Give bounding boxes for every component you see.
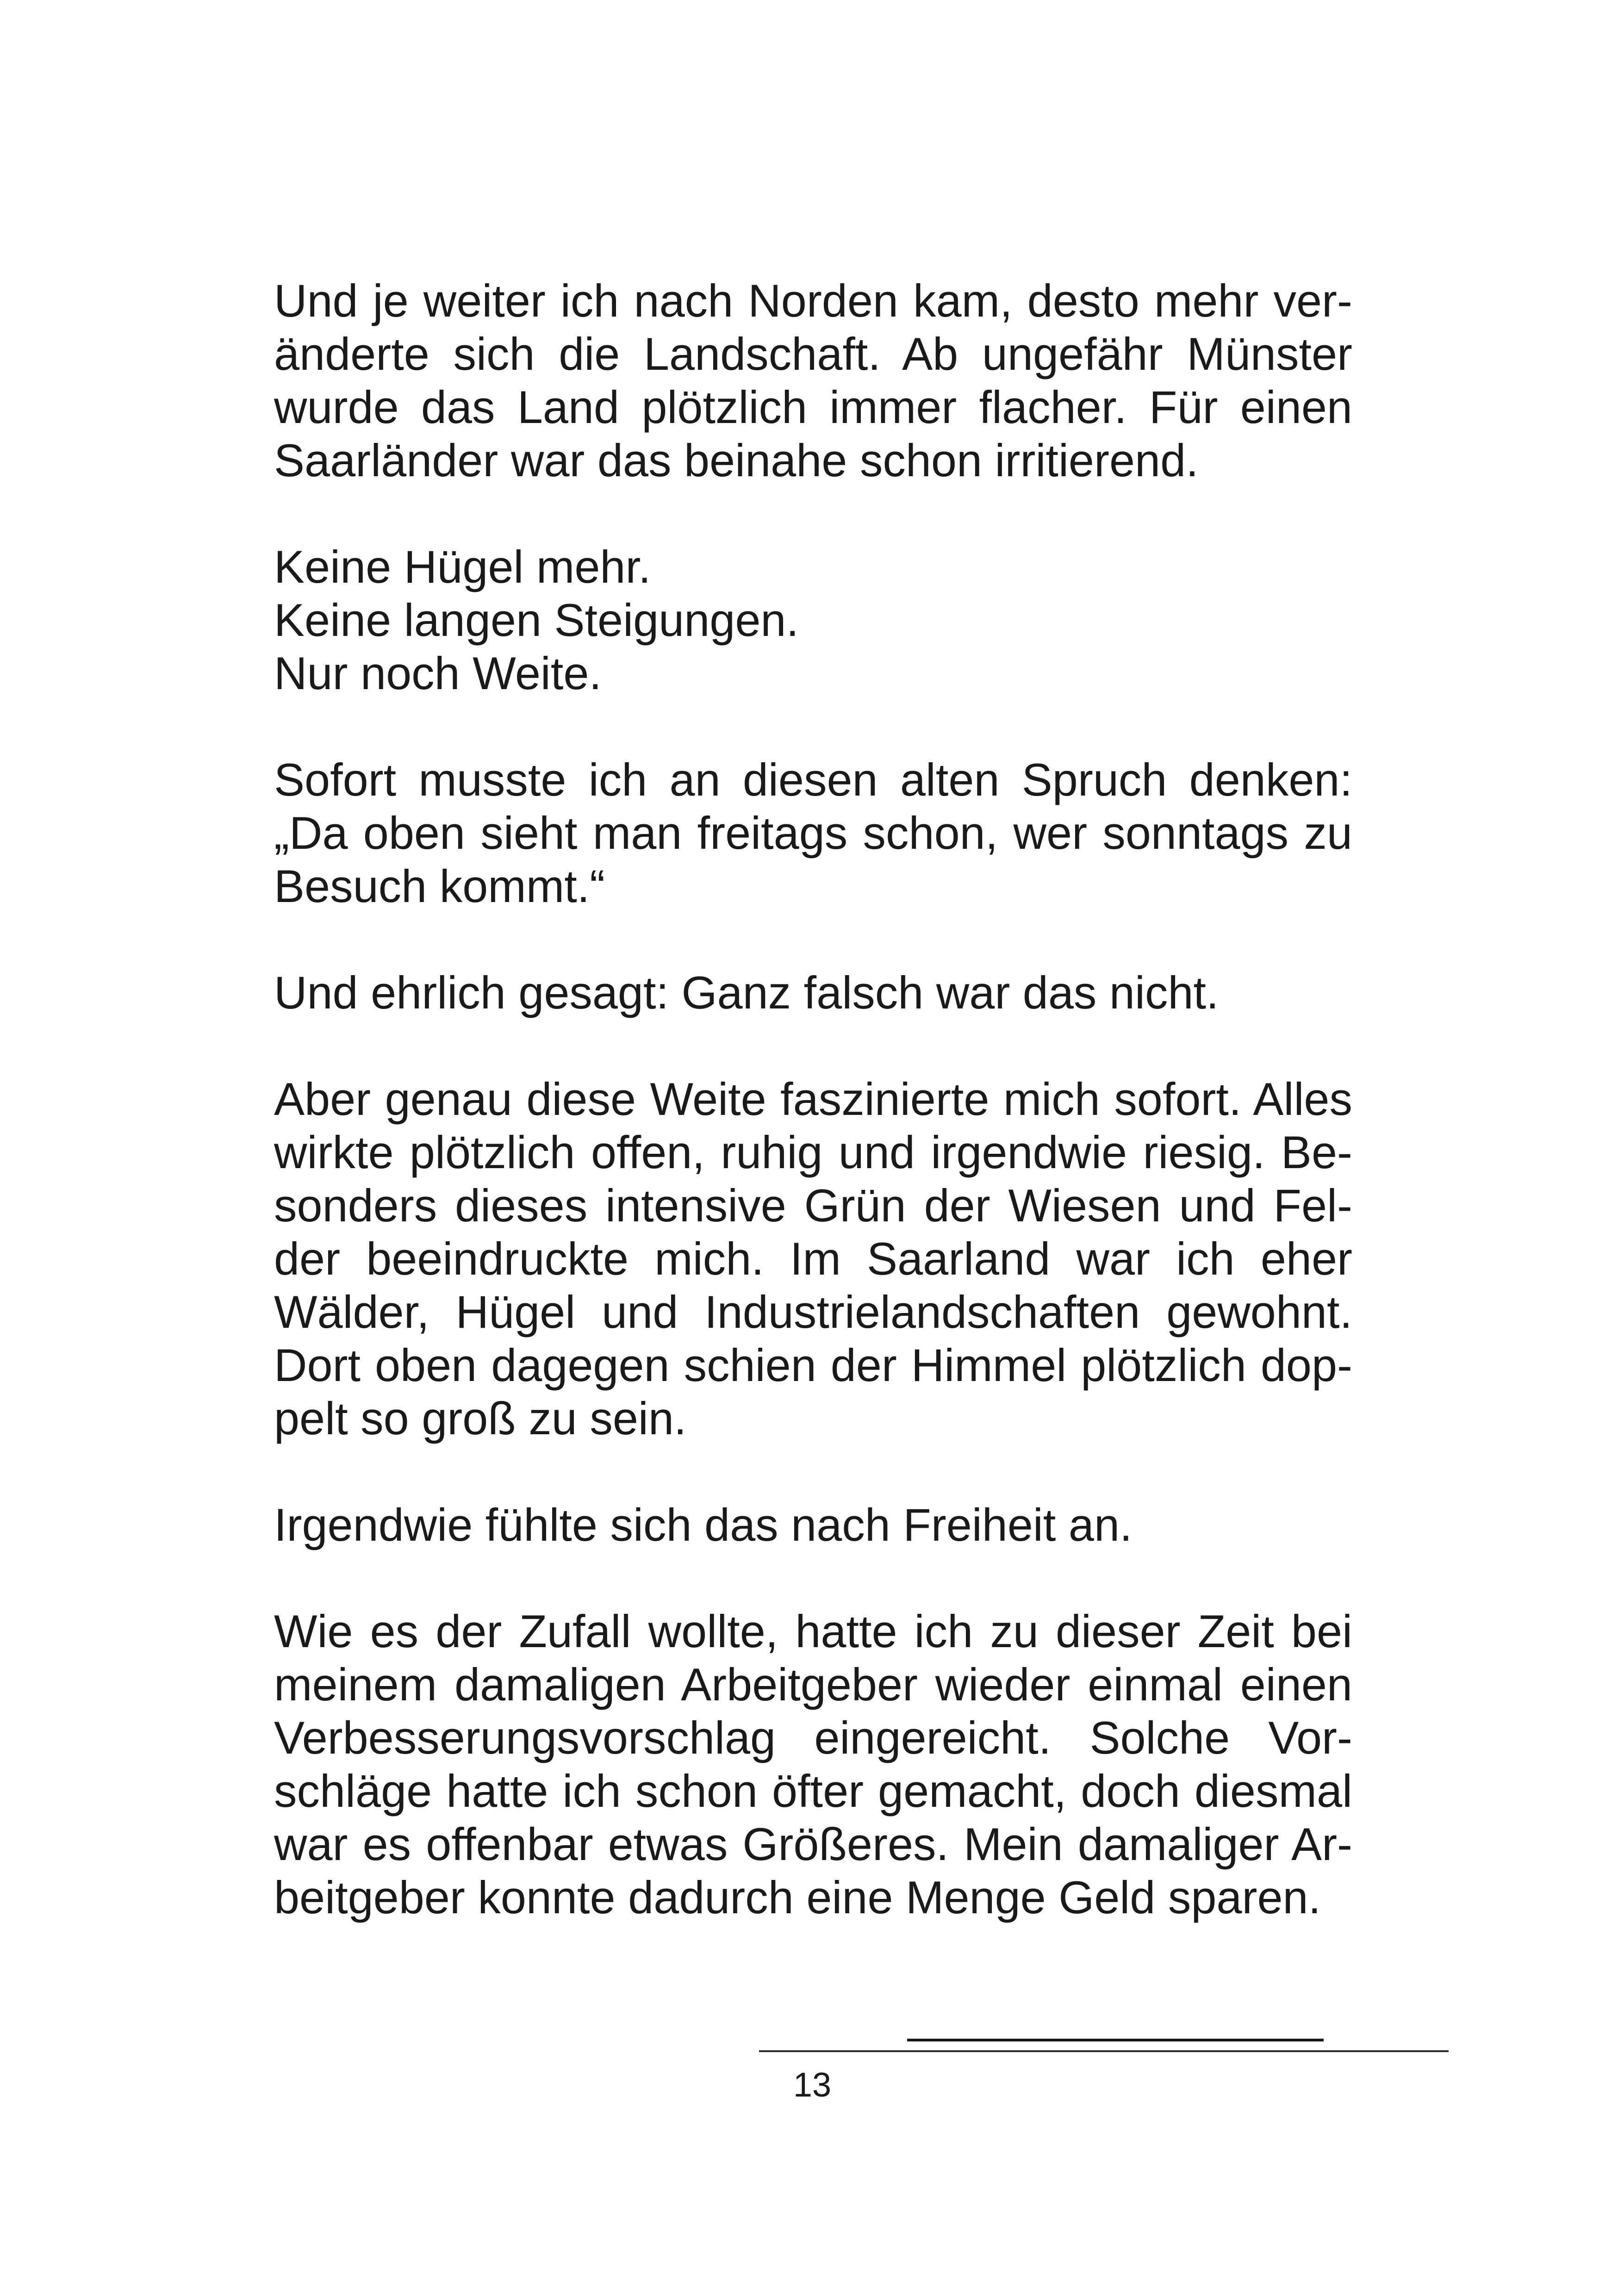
text-line: wurde das Land plötzlich immer flacher. Für einen	[274, 381, 1352, 433]
page-number: 13	[793, 2066, 832, 2104]
text-line: Wie es der Zufall wollte, hatte ich zu dieser Zeit bei	[274, 1605, 1352, 1657]
paragraph-gap	[274, 700, 1352, 753]
paragraph-gap	[274, 1019, 1352, 1072]
text-line: pelt so groß zu sein.	[274, 1393, 687, 1444]
paragraph-gap	[274, 487, 1352, 540]
text-line: Keine langen Steigungen.	[274, 594, 799, 646]
text-line: der beeindruckte mich. Im Saarland war ich eher	[274, 1233, 1352, 1284]
paragraph-7	[274, 1605, 1352, 1924]
text-line: Und je weiter ich nach Norden kam, desto mehr ver-	[274, 275, 1352, 326]
paragraph-2	[274, 540, 1352, 700]
text-line: Wälder, Hügel und Industrielandschaften gewohnt.	[274, 1286, 1352, 1338]
text-line: Saarländer war das beinahe schon irritierend.	[274, 435, 1199, 486]
paragraph-gap	[274, 1445, 1352, 1498]
paragraph-6	[274, 1498, 1352, 1551]
text-line: Verbesserungsvorschlag eingereicht. Solche Vor-	[274, 1712, 1352, 1763]
text-line: Und ehrlich gesagt: Ganz falsch war das nicht.	[274, 967, 1219, 1018]
paragraph-gap	[274, 1551, 1352, 1605]
text-line: wirkte plötzlich offen, ruhig und irgendwie riesig. Be-	[274, 1126, 1352, 1178]
text-line: Nur noch Weite.	[274, 647, 602, 699]
paragraph-3	[274, 753, 1352, 913]
text-line: Irgendwie fühlte sich das nach Freiheit an.	[274, 1499, 1133, 1550]
text-line: Sofort musste ich an diesen alten Spruch denken:	[274, 754, 1352, 805]
text-line: Besuch kommt.“	[274, 860, 605, 912]
text-line: meinem damaligen Arbeitgeber wieder einmal einen	[274, 1659, 1352, 1710]
text-line: änderte sich die Landschaft. Ab ungefähr Münster	[274, 328, 1352, 380]
body-text	[274, 274, 1352, 1924]
paragraph-gap	[274, 913, 1352, 966]
text-line: Aber genau diese Weite faszinierte mich sofort. Alles	[274, 1073, 1352, 1125]
text-line: sonders dieses intensive Grün der Wiesen und Fel-	[274, 1180, 1352, 1231]
paragraph-1	[274, 274, 1352, 487]
footer-rule	[759, 2050, 1449, 2052]
text-line: beitgeber konnte dadurch eine Menge Geld sparen.	[274, 1872, 1321, 1923]
text-line: Dort oben dagegen schien der Himmel plötzlich dop-	[274, 1339, 1352, 1391]
text-line: schläge hatte ich schon öfter gemacht, doch diesmal	[274, 1765, 1352, 1817]
text-line: war es offenbar etwas Größeres. Mein damaliger Ar-	[274, 1818, 1352, 1870]
text-line: „Da oben sieht man freitags schon, wer sonntags zu	[274, 807, 1352, 859]
footer-rule-upper	[907, 2039, 1324, 2041]
text-line: Keine Hügel mehr.	[274, 541, 651, 592]
paragraph-5	[274, 1072, 1352, 1445]
paragraph-4	[274, 966, 1352, 1019]
